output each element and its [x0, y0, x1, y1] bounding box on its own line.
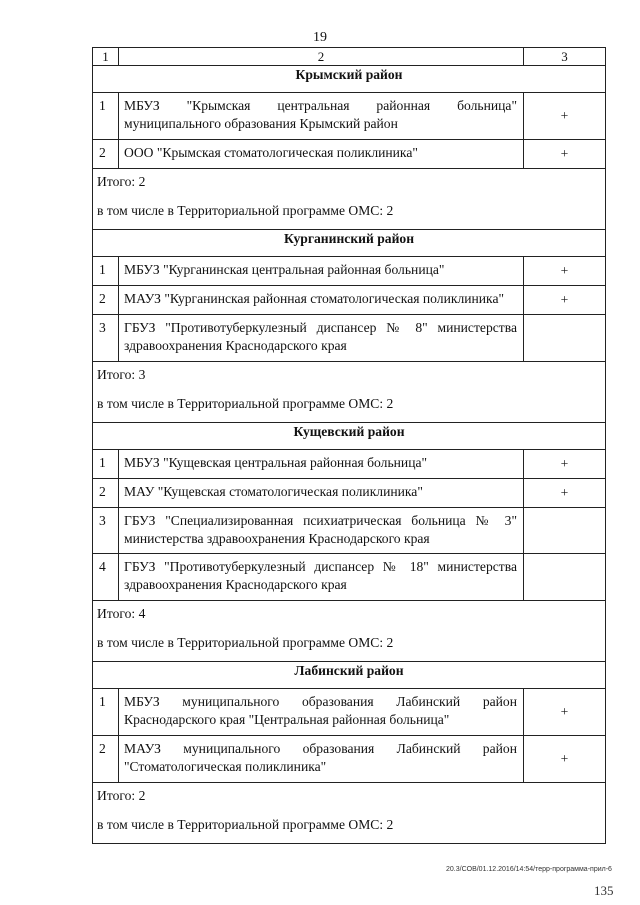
row-number: 4 — [93, 554, 119, 601]
district-heading: Кущевский район — [93, 422, 606, 449]
table-row — [93, 554, 606, 601]
table-header-row — [93, 48, 606, 66]
facility-name: ГБУЗ "Противотуберкулезный диспансер № 18" министерства здравоохранения Краснодарского края — [119, 554, 524, 601]
total-row — [93, 601, 606, 662]
table-row — [93, 285, 606, 314]
table-row — [93, 689, 606, 736]
facility-name: ГБУЗ "Противотуберкулезный диспансер № 8" министерства здравоохранения Краснодарского края — [119, 314, 524, 361]
total-row — [93, 361, 606, 422]
total-oms: в том числе в Территориальной программе ОМС: 2 — [97, 202, 394, 218]
oms-mark: + — [524, 736, 606, 783]
facility-name: ГБУЗ "Специализированная психиатрическая больница № 3" министерства здравоохранения Краснодарского края — [119, 507, 524, 554]
oms-mark: + — [524, 449, 606, 478]
row-number: 1 — [93, 93, 119, 140]
total-oms: в том числе в Территориальной программе ОМС: 2 — [97, 635, 394, 651]
row-number: 3 — [93, 314, 119, 361]
oms-mark: + — [524, 478, 606, 507]
facility-name: ООО "Крымская стоматологическая поликлиника" — [119, 140, 524, 169]
total-row — [93, 168, 606, 229]
footer-page-number: 135 — [594, 883, 614, 898]
oms-mark: + — [524, 93, 606, 140]
table-row — [93, 314, 606, 361]
row-number: 1 — [93, 256, 119, 285]
table-row — [93, 736, 606, 783]
oms-mark — [524, 554, 606, 601]
total-count: Итого: 4 — [97, 606, 146, 622]
table-row — [93, 507, 606, 554]
table-row — [93, 140, 606, 169]
total-count: Итого: 2 — [97, 788, 146, 804]
facility-name: МБУЗ "Кущевская центральная районная больница" — [119, 449, 524, 478]
facility-name: МАУЗ муниципального образования Лабинский район "Стоматологическая поликлиника" — [119, 736, 524, 783]
row-number: 1 — [93, 689, 119, 736]
district-heading: Курганинский район — [93, 229, 606, 256]
row-number: 2 — [93, 285, 119, 314]
total-oms: в том числе в Территориальной программе ОМС: 2 — [97, 817, 394, 833]
facility-name: МБУЗ "Курганинская центральная районная больница" — [119, 256, 524, 285]
district-heading: Крымский район — [93, 66, 606, 93]
oms-mark — [524, 314, 606, 361]
table-row — [93, 478, 606, 507]
facilities-table — [92, 47, 606, 844]
total-count: Итого: 2 — [97, 173, 146, 189]
district-heading: Лабинский район — [93, 662, 606, 689]
header-col3: 3 — [524, 48, 606, 66]
facility-name: МАУЗ "Курганинская районная стоматологическая поликлиника" — [119, 285, 524, 314]
row-number: 1 — [93, 449, 119, 478]
row-number: 2 — [93, 478, 119, 507]
row-number: 3 — [93, 507, 119, 554]
row-number: 2 — [93, 140, 119, 169]
table-row — [93, 93, 606, 140]
oms-mark: + — [524, 689, 606, 736]
total-oms: в том числе в Территориальной программе ОМС: 2 — [97, 395, 394, 411]
oms-mark: + — [524, 285, 606, 314]
footer-document-code: 20.3/COB/01.12.2016/14:54/терр-программа-прил-6 — [446, 866, 612, 873]
total-row — [93, 783, 606, 844]
facility-name: МБУЗ муниципального образования Лабинский район Краснодарского края "Центральная районная больница" — [119, 689, 524, 736]
table-row — [93, 449, 606, 478]
total-count: Итого: 3 — [97, 366, 146, 382]
header-col1: 1 — [93, 48, 119, 66]
facility-name: МБУЗ "Крымская центральная районная больница" муниципального образования Крымский район — [119, 93, 524, 140]
facility-name: МАУ "Кущевская стоматологическая поликлиника" — [119, 478, 524, 507]
row-number: 2 — [93, 736, 119, 783]
oms-mark: + — [524, 256, 606, 285]
oms-mark — [524, 507, 606, 554]
header-col2: 2 — [119, 48, 524, 66]
table-row — [93, 256, 606, 285]
oms-mark: + — [524, 140, 606, 169]
page-number: 19 — [313, 30, 327, 45]
